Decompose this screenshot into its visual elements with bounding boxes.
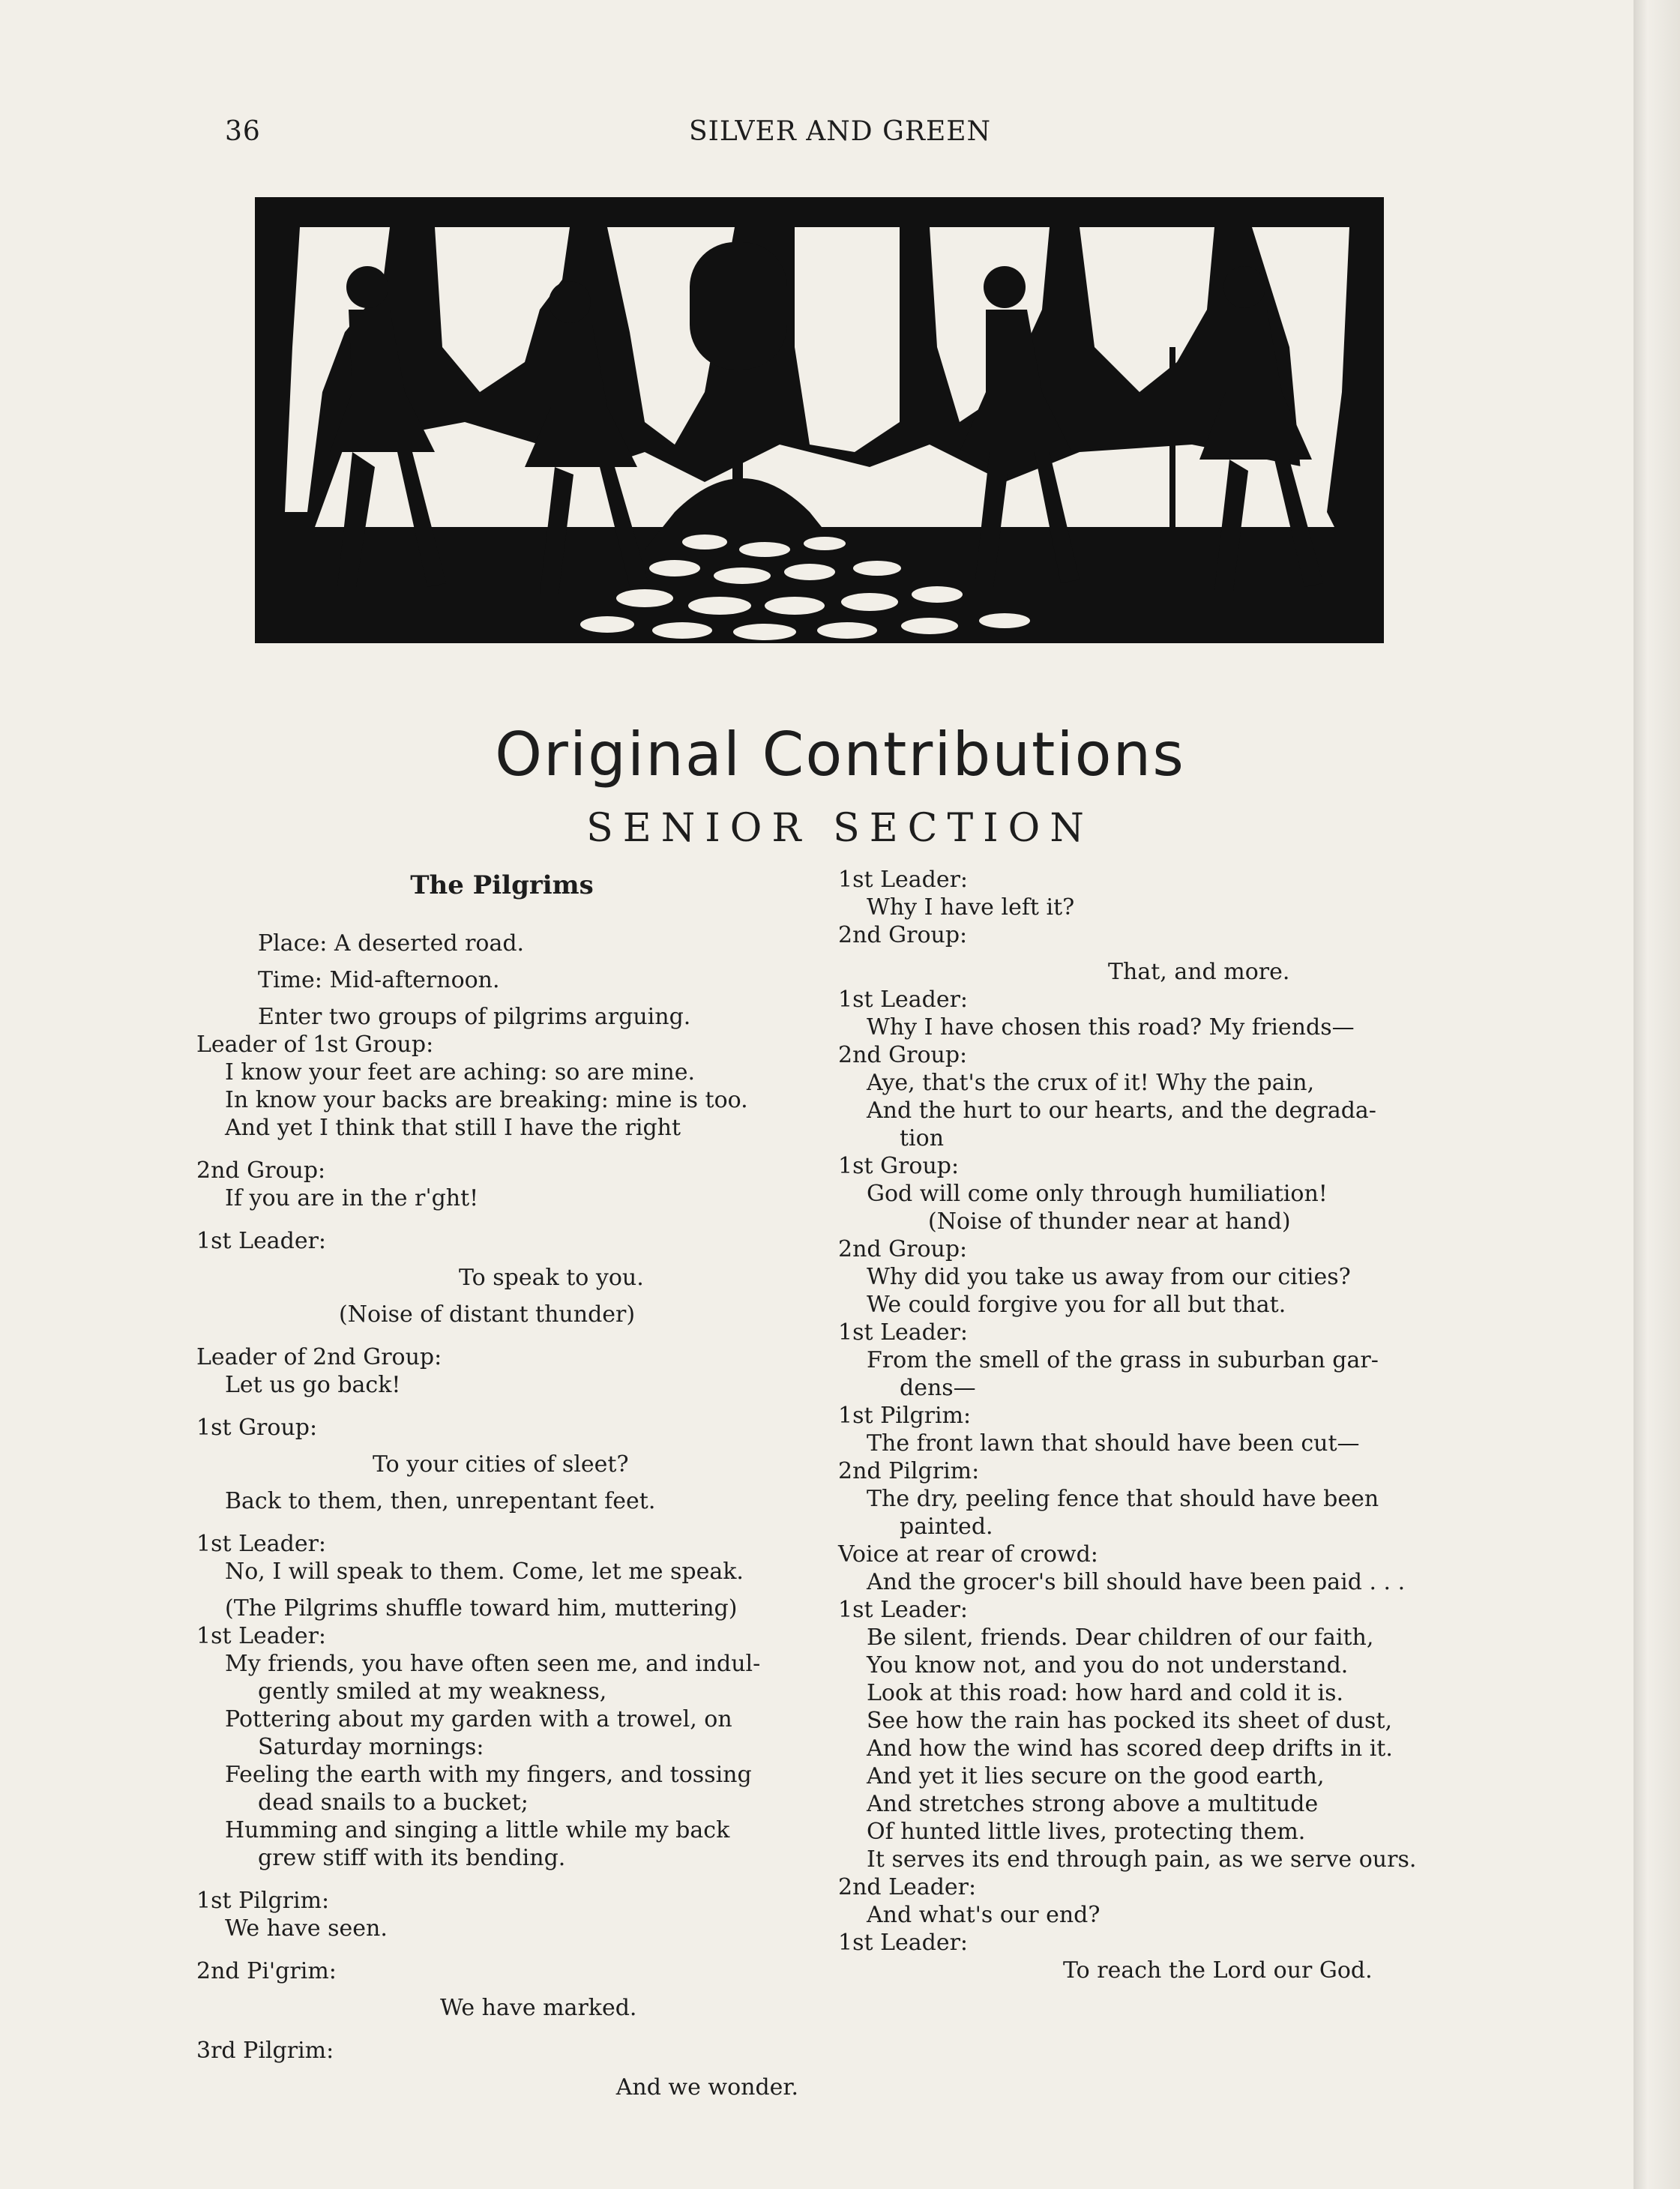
right-column [838, 866, 1447, 1984]
verse-line: To your cities of sleet? [373, 1451, 629, 1478]
verse-line: And how the wind has scored deep drifts in it. [867, 1735, 1393, 1762]
verse-line: And yet it lies secure on the good earth, [867, 1763, 1325, 1789]
verse-line: We could forgive you for all but that. [867, 1292, 1286, 1318]
verse-line: And the grocer's bill should have been paid . . . [867, 1569, 1406, 1595]
speaker: 2nd Pi'grim: [196, 1958, 337, 1984]
stage-direction: Enter two groups of pilgrims arguing. [258, 1004, 691, 1030]
speaker: 1st Group: [838, 1153, 960, 1179]
stage-direction: (Noise of thunder near at hand) [928, 1208, 1291, 1235]
speaker: 2nd Group: [838, 1236, 968, 1262]
speaker: Leader of 2nd Group: [196, 1344, 442, 1370]
verse-line: tion [900, 1125, 945, 1151]
verse-line: Look at this road: how hard and cold it is. [867, 1680, 1344, 1706]
verse-line: painted. [900, 1514, 993, 1540]
verse-line: See how the rain has pocked its sheet of dust, [867, 1708, 1393, 1734]
verse-line: grew stiff with its bending. [258, 1845, 566, 1871]
silhouette-icon [255, 197, 1384, 643]
speaker: 1st Pilgrim: [196, 1888, 330, 1914]
speaker: 1st Leader: [838, 987, 969, 1013]
speaker: 1st Pilgrim: [838, 1403, 972, 1429]
verse-line: Why I have chosen this road? My friends— [867, 1014, 1355, 1041]
verse-line: The front lawn that should have been cut— [867, 1430, 1360, 1457]
speaker: Voice at rear of crowd: [838, 1541, 1098, 1568]
speaker: 1st Leader: [838, 1597, 969, 1623]
verse-line: Let us go back! [225, 1372, 401, 1398]
page-title: Original Contributions [495, 720, 1185, 789]
verse-line: And the hurt to our hearts, and the degrada- [867, 1097, 1376, 1124]
verse-line: Why I have left it? [867, 894, 1075, 921]
verse-line: I know your feet are aching: so are mine. [225, 1059, 696, 1086]
verse-line: Of hunted little lives, protecting them. [867, 1819, 1306, 1845]
speaker: 1st Leader: [196, 1531, 327, 1557]
verse-line: And what's our end? [867, 1902, 1101, 1928]
verse-line: To reach the Lord our God. [1063, 1957, 1373, 1984]
stage-direction: (The Pilgrims shuffle toward him, muttering) [225, 1595, 738, 1622]
verse-line: We have seen. [225, 1915, 388, 1942]
speaker: 1st Group: [196, 1415, 318, 1441]
woodcut-illustration [255, 197, 1384, 643]
stage-direction: Time: Mid-afternoon. [258, 967, 500, 993]
verse-line: That, and more. [1108, 959, 1290, 985]
verse-line: If you are in the rˈght! [225, 1185, 479, 1211]
page-header [0, 116, 1680, 161]
verse-line: gently smiled at my weakness, [258, 1678, 607, 1705]
section-title: SENIOR SECTION [586, 806, 1094, 851]
speaker: 1st Leader: [838, 867, 969, 893]
running-head: SILVER AND GREEN [688, 116, 992, 147]
verse-line: dens— [900, 1375, 976, 1401]
poem-title: The Pilgrims [410, 870, 594, 900]
speaker: 1st Leader: [196, 1228, 327, 1254]
speaker: 2nd Group: [838, 1042, 968, 1068]
verse-line: dead snails to a bucket; [258, 1789, 529, 1816]
verse-line: And stretches strong above a multitude [867, 1791, 1319, 1817]
stage-direction: (Noise of distant thunder) [339, 1301, 636, 1328]
speaker: 2nd Pilgrim: [838, 1458, 980, 1484]
verse-line: In know your backs are breaking: mine is too. [225, 1087, 748, 1113]
page-edge [1634, 0, 1680, 2189]
verse-line: Why did you take us away from our cities? [867, 1264, 1351, 1290]
verse-line: My friends, you have often seen me, and indul- [225, 1651, 761, 1677]
verse-line: Be silent, friends. Dear children of our faith, [867, 1625, 1374, 1651]
speaker: 1st Leader: [838, 1319, 969, 1346]
verse-line: Humming and singing a little while my back [225, 1817, 730, 1843]
speaker: 1st Leader: [838, 1930, 969, 1956]
speaker: 2nd Leader: [838, 1874, 977, 1900]
speaker: Leader of 1st Group: [196, 1032, 434, 1058]
verse-line: Saturday mornings: [258, 1734, 484, 1760]
verse-line: We have marked. [440, 1995, 637, 2021]
page-number: 36 [225, 116, 261, 147]
verse-line: From the smell of the grass in suburban gar- [867, 1347, 1379, 1373]
verse-line: And we wonder. [615, 2074, 798, 2101]
verse-line: Feeling the earth with my fingers, and tossing [225, 1762, 752, 1788]
left-column [196, 866, 807, 2101]
verse-line: Pottering about my garden with a trowel, on [225, 1706, 732, 1732]
speaker: 2nd Group: [838, 922, 968, 948]
verse-line: It serves its end through pain, as we serve ours. [867, 1846, 1417, 1873]
speaker: 3rd Pilgrim: [196, 2038, 334, 2064]
verse-line: The dry, peeling fence that should have been [867, 1486, 1379, 1512]
verse-line: God will come only through humiliation! [867, 1181, 1328, 1207]
verse-line: And yet I think that still I have the right [225, 1115, 681, 1141]
verse-line: No, I will speak to them. Come, let me speak. [225, 1559, 744, 1585]
speaker: 1st Leader: [196, 1623, 327, 1649]
stage-direction: Place: A deserted road. [258, 930, 525, 957]
verse-line: To speak to you. [459, 1265, 644, 1291]
speaker: 2nd Group: [196, 1157, 326, 1184]
verse-line: Back to them, then, unrepentant feet. [225, 1488, 656, 1514]
verse-line: You know not, and you do not understand. [867, 1652, 1349, 1678]
verse-line: Aye, that's the crux of it! Why the pain, [867, 1070, 1315, 1096]
